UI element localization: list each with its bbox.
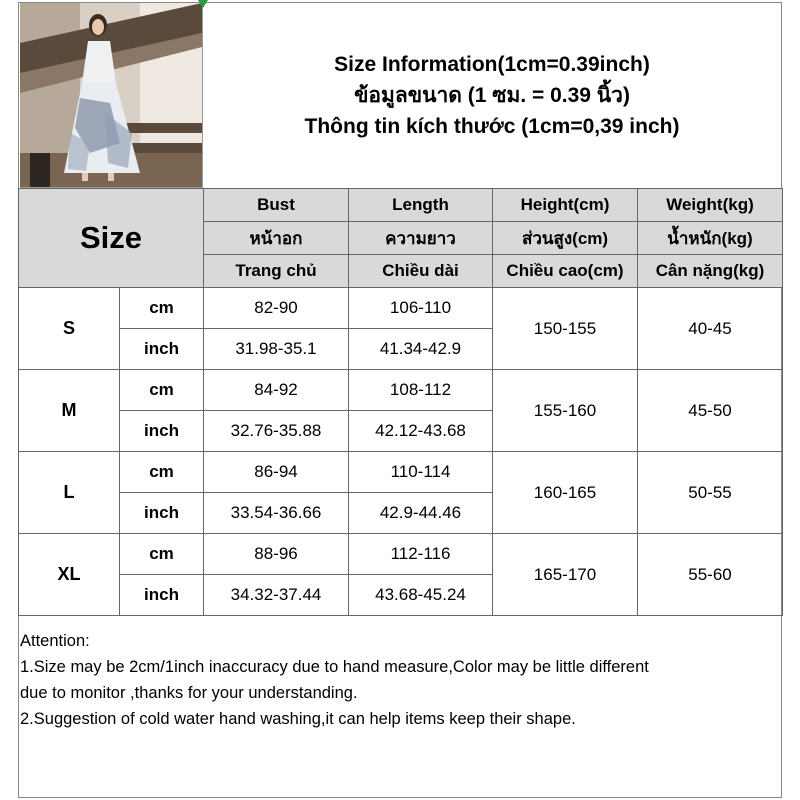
col-height-th: ส่วนสูง(cm) [493,222,638,255]
product-photo [20,3,203,188]
col-length-vi: Chiều dài [349,255,493,288]
bust-cm-value: 88-96 [204,534,349,575]
length-cm-value: 112-116 [349,534,493,575]
bust-cm-value: 82-90 [204,288,349,329]
header-title-vietnamese: Thông tin kích thước (1cm=0,39 inch) [304,115,680,138]
weight-value: 55-60 [638,534,783,616]
height-value: 160-165 [493,452,638,534]
header-title-english: Size Information(1cm=0.39inch) [334,53,650,76]
size-label: S [19,288,120,370]
size-label: L [19,452,120,534]
header-title-thai: ข้อมูลขนาด (1 ซม. = 0.39 นิ้ว) [354,84,630,107]
height-value: 155-160 [493,370,638,452]
length-cm-value: 110-114 [349,452,493,493]
table-row [19,288,783,329]
attention-title: Attention: [20,632,90,650]
col-height-en: Height(cm) [493,189,638,222]
unit-inch-label: inch [120,575,204,616]
bust-cm-value: 86-94 [204,452,349,493]
size-label: M [19,370,120,452]
bust-cm-value: 84-92 [204,370,349,411]
attention-notes [20,628,780,732]
col-weight-en: Weight(kg) [638,189,783,222]
product-photo-illustration [20,3,202,187]
bust-inch-value: 32.76-35.88 [204,411,349,452]
col-weight-th: น้ำหนัก(kg) [638,222,783,255]
col-bust-en: Bust [204,189,349,222]
col-length-th: ความยาว [349,222,493,255]
size-information-header [203,3,781,188]
length-inch-value: 42.9-44.46 [349,493,493,534]
table-row [19,370,783,411]
length-inch-value: 42.12-43.68 [349,411,493,452]
unit-cm-label: cm [120,288,204,329]
table-row [19,534,783,575]
table-row [19,452,783,493]
attention-line-3: 2.Suggestion of cold water hand washing,it can help items keep their shape. [20,710,576,728]
weight-value: 45-50 [638,370,783,452]
unit-inch-label: inch [120,329,204,370]
unit-cm-label: cm [120,452,204,493]
col-length-en: Length [349,189,493,222]
height-value: 165-170 [493,534,638,616]
attention-line-1: 1.Size may be 2cm/1inch inaccuracy due to hand measure,Color may be little different [20,658,649,676]
size-table [18,188,783,616]
unit-cm-label: cm [120,370,204,411]
col-bust-th: หน้าอก [204,222,349,255]
col-height-vi: Chiều cao(cm) [493,255,638,288]
length-cm-value: 108-112 [349,370,493,411]
unit-inch-label: inch [120,411,204,452]
col-bust-vi: Trang chủ [204,255,349,288]
length-inch-value: 41.34-42.9 [349,329,493,370]
size-column-title: Size [19,189,204,288]
col-weight-vi: Cân nặng(kg) [638,255,783,288]
bust-inch-value: 33.54-36.66 [204,493,349,534]
length-inch-value: 43.68-45.24 [349,575,493,616]
bust-inch-value: 34.32-37.44 [204,575,349,616]
weight-value: 50-55 [638,452,783,534]
weight-value: 40-45 [638,288,783,370]
bust-inch-value: 31.98-35.1 [204,329,349,370]
height-value: 150-155 [493,288,638,370]
unit-cm-label: cm [120,534,204,575]
unit-inch-label: inch [120,493,204,534]
size-label: XL [19,534,120,616]
attention-line-2: due to monitor ,thanks for your understanding. [20,684,358,702]
length-cm-value: 106-110 [349,288,493,329]
